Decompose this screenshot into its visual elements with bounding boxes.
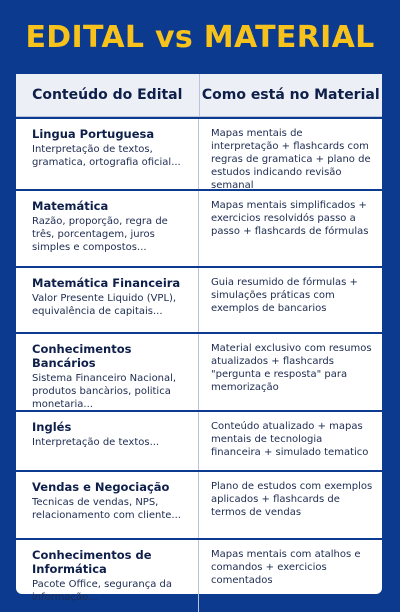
material-description: Plano de estudos com exemplos aplicados + flashcards de termos de vendas — [211, 481, 373, 518]
table-row — [16, 538, 382, 612]
material-cell — [199, 540, 382, 612]
topic-title: Matemática Financeira — [32, 276, 181, 290]
topic-description: Pacote Office, segurança da informação... — [32, 579, 173, 603]
material-description: Mapas mentais com atalhos e comandos + exercicios comentados — [211, 549, 361, 586]
material-description: Conteúdo atualizado + mapas mentais de tecnologia financeira + simulado tematico — [211, 421, 369, 458]
header-material: Como está no Material — [201, 87, 380, 103]
page-title: EDITAL vs MATERIAL — [25, 20, 375, 55]
edital-cell — [16, 540, 199, 612]
material-cell — [199, 334, 382, 410]
table-row — [16, 470, 382, 538]
edital-cell — [16, 119, 199, 189]
material-cell — [199, 268, 382, 332]
table-row — [16, 332, 382, 410]
edital-cell — [16, 268, 199, 332]
edital-cell — [16, 472, 199, 538]
table-header — [16, 74, 382, 117]
topic-title: Matemática — [32, 199, 109, 213]
topic-description: Valor Presente Liquido (VPL), equivalência de capitais... — [32, 293, 177, 317]
topic-title: Vendas e Negociação — [32, 480, 170, 494]
material-description: Guia resumido de fórmulas + simulações práticas com exemplos de bancarios — [211, 277, 358, 314]
material-description: Mapas mentais de interpretação + flashcards com regras de gramatica + plano de estudos indicando revisão semanal — [211, 128, 371, 191]
table-row — [16, 410, 382, 470]
table-row — [16, 266, 382, 332]
header-edital: Conteúdo do Edital — [16, 74, 200, 116]
edital-cell — [16, 191, 199, 266]
material-cell — [199, 412, 382, 470]
topic-description: Interpretação de textos... — [32, 437, 160, 448]
topic-title: Lingua Portuguesa — [32, 127, 155, 141]
table-row — [16, 189, 382, 266]
material-cell — [199, 472, 382, 538]
table-row — [16, 117, 382, 189]
edital-cell — [16, 412, 199, 470]
topic-title: Inglés — [32, 420, 72, 434]
topic-description: Razão, proporção, regra de três, porcentagem, juros simples e compostos... — [32, 216, 168, 253]
topic-description: Tecnicas de vendas, NPS, relacionamento com cliente... — [32, 497, 181, 521]
material-description: Material exclusivo com resumos atualizados + flashcards "pergunta e resposta" para memorização — [211, 343, 372, 393]
comparison-table — [16, 74, 382, 603]
topic-description: Interpretação de textos, gramatica, ortografia oficial... — [32, 144, 181, 168]
edital-cell — [16, 334, 199, 410]
material-cell — [199, 119, 382, 189]
topic-title: Conhecimentos de Informática — [32, 548, 152, 576]
topic-description: Sistema Financeiro Nacional, produtos bancàrios, politica monetaria... — [32, 373, 177, 410]
material-description: Mapas mentais simplificados + exercicios resolvidós passo a passo + flashcards de fórmulas — [211, 200, 369, 237]
topic-title: Conhecimentos Bancários — [32, 342, 132, 370]
material-cell — [199, 191, 382, 266]
